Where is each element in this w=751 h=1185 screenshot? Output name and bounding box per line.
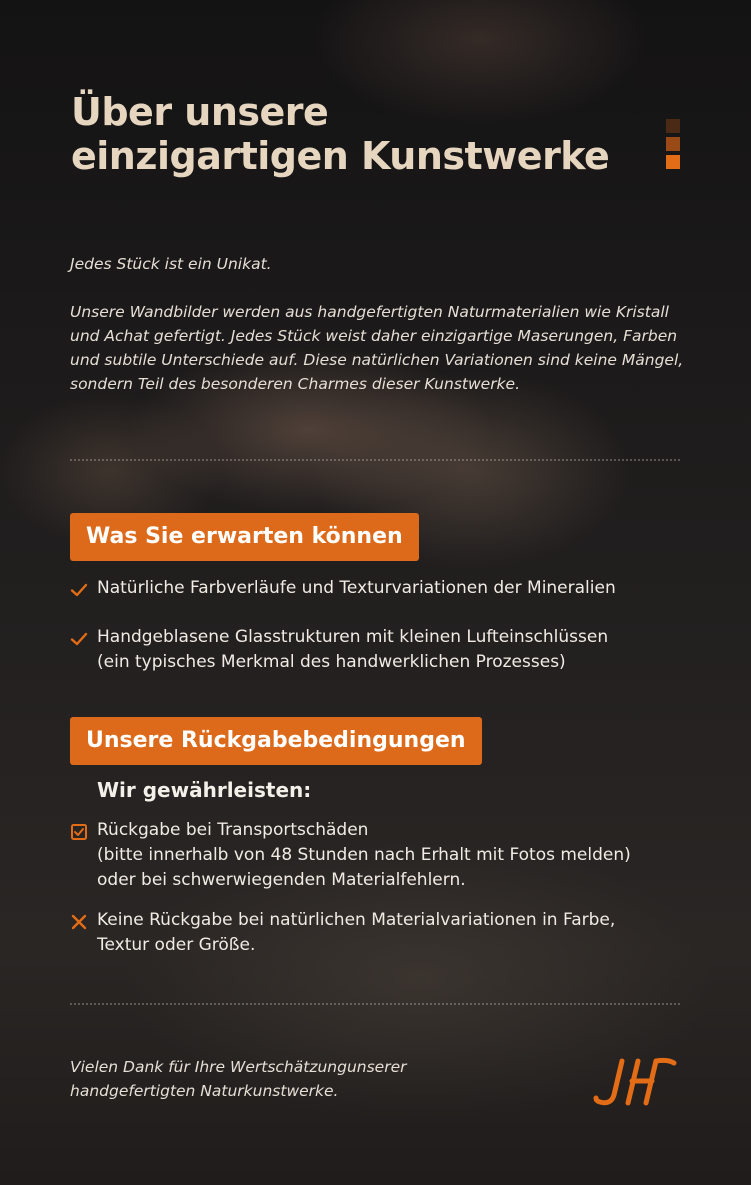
title-line-2: einzigartigen Kunstwerke bbox=[71, 134, 610, 178]
list-item-text: oder bei schwerwiegenden Materialfehlern. bbox=[97, 870, 466, 890]
title-line-1: Über unsere bbox=[71, 90, 329, 134]
list-item bbox=[70, 818, 690, 893]
list-item-text: Keine Rückgabe bei natürlichen Materialvariationen in Farbe, bbox=[97, 910, 616, 930]
cross-icon bbox=[70, 913, 88, 931]
list-item-text: Handgeblasene Glasstrukturen mit kleinen Lufteinschlüssen bbox=[97, 627, 609, 647]
section-heading-returns: Unsere Rückgabebedingungen bbox=[70, 717, 482, 765]
checkbox-checked-icon bbox=[70, 823, 88, 841]
list-item bbox=[70, 576, 690, 601]
divider bbox=[70, 459, 680, 461]
list-item-text: Rückgabe bei Transportschäden bbox=[97, 820, 369, 840]
list-item-text: Textur oder Größe. bbox=[97, 935, 256, 955]
returns-subheading: Wir gewährleisten: bbox=[97, 778, 312, 802]
intro-paragraph: Unsere Wandbilder werden aus handgefertigten Naturmaterialien wie Kristall und Achat gefertigt. Jedes Stück weist daher einzigartige Maserungen, Farben und subtile Unterschiede auf. Diese natürlichen Variationen sind keine Mängel, sondern Teil des besonderen Charmes dieser Kunstwerke. bbox=[70, 303, 684, 393]
list-item bbox=[70, 908, 690, 958]
closing-line-1: Vielen Dank für Ihre Wertschätzungunserer bbox=[70, 1058, 407, 1076]
list-item-text: (bitte innerhalb von 48 Stunden nach Erhalt mit Fotos melden) bbox=[97, 845, 631, 865]
intro-lead: Jedes Stück ist ein Unikat. bbox=[70, 255, 272, 273]
list-item-text: (ein typisches Merkmal des handwerklichen Prozesses) bbox=[97, 652, 566, 672]
list-item-text: Natürliche Farbverläufe und Texturvariationen der Mineralien bbox=[97, 578, 616, 598]
deco-square bbox=[666, 137, 680, 151]
section-heading-expect: Was Sie erwarten können bbox=[70, 513, 419, 561]
brand-logo bbox=[592, 1055, 678, 1109]
divider bbox=[70, 1003, 680, 1005]
deco-square bbox=[666, 119, 680, 133]
closing-line-2: handgefertigten Naturkunstwerke. bbox=[70, 1082, 339, 1100]
deco-square bbox=[666, 155, 680, 169]
closing-text bbox=[70, 1055, 520, 1103]
check-icon bbox=[70, 630, 88, 648]
list-item bbox=[70, 625, 690, 675]
intro-text bbox=[70, 252, 690, 396]
decorative-squares bbox=[666, 119, 680, 173]
page-title bbox=[71, 90, 631, 178]
check-icon bbox=[70, 581, 88, 599]
